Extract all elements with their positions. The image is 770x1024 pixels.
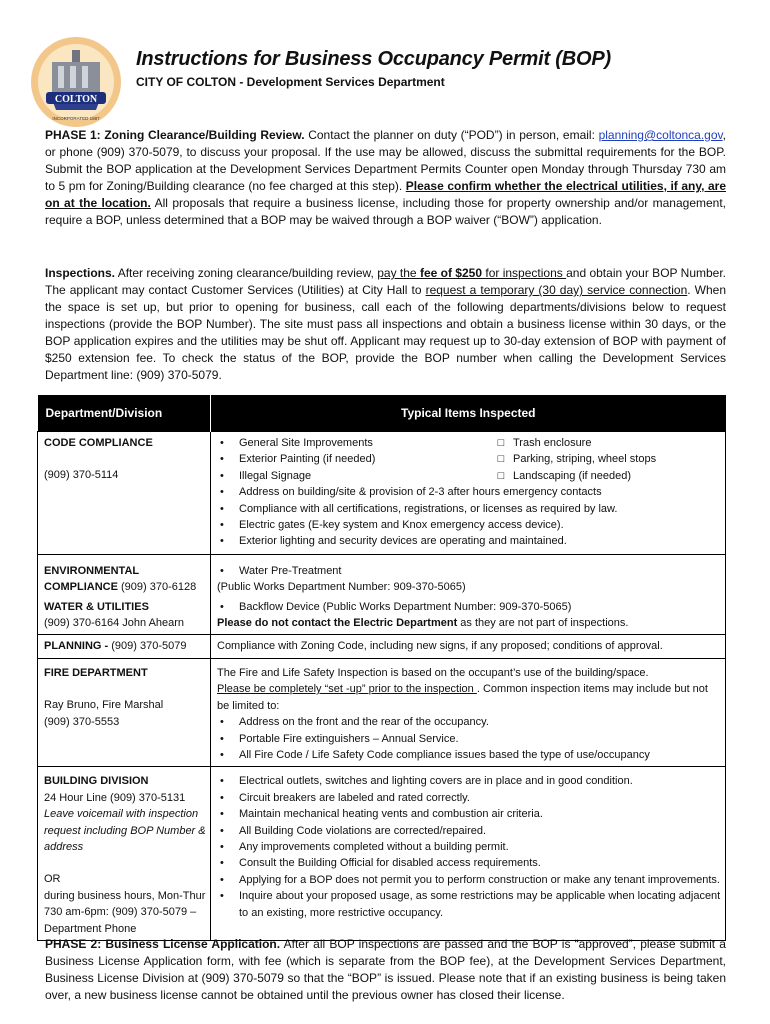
list-item: • Any improvements completed without a building permit.: [217, 839, 721, 855]
dept-phone: (909) 370-5079: [108, 640, 187, 653]
glyph-icon: □: [497, 437, 505, 449]
col-header-items: Typical Items Inspected: [211, 395, 726, 432]
env-note: (Public Works Department Number: 909-370-5065): [217, 581, 466, 594]
row-fire-department: [38, 658, 726, 766]
temp-service-connection: request a temporary (30 day) service connection: [425, 283, 688, 297]
list-item: • Electric gates (E-key system and Knox emergency access device).: [217, 517, 721, 533]
list-item: • Portable Fire extinguishers – Annual Service.: [217, 731, 721, 747]
row-planning: [38, 635, 726, 658]
environmental-items: [211, 554, 726, 598]
list-item: • General Site Improvements □ Trash enclosure: [217, 435, 721, 451]
code-compliance-cell: [38, 432, 211, 555]
phase1-heading: PHASE 1: Zoning Clearance/Building Review.: [45, 128, 305, 142]
page-title: Instructions for Business Occupancy Permit (BOP): [136, 48, 611, 70]
water-utilities-cell: [38, 599, 211, 635]
list-item: • Illegal Signage □ Landscaping (if needed): [217, 468, 721, 484]
row-building-division: [38, 767, 726, 941]
row-environmental: [38, 554, 726, 598]
row-code-compliance: [38, 432, 726, 555]
voicemail-instructions: Leave voicemail with inspection request including BOP Number & address: [44, 808, 206, 853]
list-item: • Circuit breakers are labeled and rated correctly.: [217, 790, 721, 806]
list-item: • Exterior lighting and security devices are operating and maintained.: [217, 533, 721, 549]
fire-intro-2: . Common inspection items may include but not be limited to:: [217, 683, 708, 712]
phase2-heading: PHASE 2: Business License Application.: [45, 937, 281, 951]
fire-intro: The Fire and Life Safety Inspection is based on the occupant’s use of the building/space.: [217, 666, 649, 679]
dept-phone: (909) 370-5114: [44, 469, 119, 482]
code-compliance-items: [211, 432, 726, 555]
list-item: • Compliance with all certifications, registrations, or licenses as required by law.: [217, 501, 721, 517]
glyph-icon: □: [497, 469, 505, 482]
inspections-heading: Inspections.: [45, 266, 116, 280]
business-hours: during business hours, Mon-Thur 730 am-6pm: (909) 370-5079 – Department Phone: [44, 889, 206, 935]
fee-underline-c: for inspections: [482, 266, 567, 280]
inspection-table: [37, 395, 726, 941]
dept-name: BUILDING DIVISION: [44, 775, 149, 788]
fee-underline-a: pay the: [377, 266, 420, 280]
phase2-text: After all BOP inspections are passed and the BOP is “approved”, please submit a Business License Application form, with fee (which is separate from the BOP fee), at the Development Services Department, Business License Division at (909) 370-5079 so that the “BOP” is issued. Please note that if an existing business is being taken over, a new business license cannot be obtained until the previous owner has closed their license.: [45, 937, 726, 1002]
building-division-cell: [38, 767, 211, 941]
list-item: • Address on the front and the rear of the occupancy.: [217, 714, 721, 730]
logo-subtext: INCORPORATED 1887: [52, 116, 100, 121]
inspections-text1: After receiving zoning clearance/building review,: [115, 266, 378, 280]
planning-items: Compliance with Zoning Code, including new signs, if any proposed; conditions of approval.: [211, 635, 726, 658]
logo-text: COLTON: [54, 94, 98, 105]
table-header-row: [38, 395, 726, 432]
inspections-text3: . When the space is set up, but prior to opening for business, call each of the following departments/divisions below to request inspections (provide the BOP Number). The site must pass all inspections and obtain a business license within 30 days, or the BOP application expires and the utilities may be shut off. Applicant may request up to 30-day extension of BOP with payment of $250 extension fee. To check the status of the BOP, provide the BOP number when calling the Development Services Department line: (909) 370-5079.: [45, 283, 727, 382]
dept-name: CODE COMPLIANCE: [44, 437, 153, 449]
inspections-paragraph: [45, 265, 726, 384]
row-water-utilities: [38, 599, 726, 635]
dept-phone: (909) 370-6164 John Ahearn: [44, 617, 185, 630]
list-item: • Address on building/site & provision of 2-3 after hours emergency contacts: [217, 484, 721, 500]
list-item: • Consult the Building Official for disabled access requirements.: [217, 855, 721, 871]
col-header-department: Department/Division: [38, 395, 211, 432]
dept-phone: 24 Hour Line (909) 370-5131: [44, 791, 186, 804]
phase1-paragraph: [45, 127, 726, 229]
list-item: • Backflow Device (Public Works Department Number: 909-370-5065): [217, 599, 721, 615]
city-seal-logo: [30, 36, 122, 128]
list-item: • Maintain mechanical heating vents and combustion air criteria.: [217, 806, 721, 822]
fire-department-cell: [38, 658, 211, 766]
list-item: • Water Pre-Treatment: [217, 563, 721, 579]
inspections-text2: and obtain your BOP Number. The applicant may contact Customer Services (Utilities) at City Hall to: [45, 266, 727, 297]
list-item: • Electrical outlets, switches and lighting covers are in place and in good condition.: [217, 773, 721, 789]
dept-phone: (909) 370-5553: [44, 715, 120, 728]
building-division-items: [211, 767, 726, 941]
fire-department-items: [211, 658, 726, 766]
department-subtitle: CITY OF COLTON - Development Services Department: [136, 75, 445, 89]
list-item: • All Fire Code / Life Safety Code compliance issues based the type of use/occupancy: [217, 747, 721, 763]
glyph-icon: □: [497, 453, 505, 466]
dept-contact: Ray Bruno, Fire Marshal: [44, 699, 164, 712]
water-utilities-items: [211, 599, 726, 635]
dept-name: ENVIRONMENTAL: [44, 564, 140, 577]
email-link[interactable]: planning@coltonca.gov: [598, 128, 723, 142]
list-item: • All Building Code violations are corrected/repaired.: [217, 823, 721, 839]
list-item: • Exterior Painting (if needed) □ Parking, striping, wheel stops: [217, 451, 721, 467]
dept-name: PLANNING -: [44, 640, 109, 653]
list-item: • Applying for a BOP does not permit you to perform construction or make any tenant improvements.: [217, 872, 721, 888]
phase1-text1: Contact the planner on duty (“POD”) in person, email:: [304, 128, 599, 142]
planning-cell: [38, 635, 211, 658]
dept-name: WATER & UTILITIES: [44, 600, 149, 613]
phase2-paragraph: [45, 936, 726, 1004]
environmental-cell: [38, 554, 211, 598]
dept-name-2: COMPLIANCE: [44, 581, 118, 594]
or-label: OR: [44, 873, 61, 886]
phase1-text3: All proposals that require a business license, including those for property ownership and/or management, require a BOP, unless determined that a BOP may be waived through a BOP waiver (“BOW”) application.: [45, 196, 727, 227]
fire-intro-underline: Please be completely “set -up” prior to the inspection: [217, 683, 477, 696]
fee-amount: fee of $250: [419, 266, 483, 280]
phase1-emphasis: Please confirm whether the electrical utilities, if any, are on at the location.: [45, 179, 727, 210]
dept-phone: (909) 370-6128: [117, 581, 197, 594]
dept-name: FIRE DEPARTMENT: [44, 666, 148, 679]
water-note-bold: Please do not contact the Electric Department: [217, 617, 458, 630]
phase1-text2: , or phone (909) 370-5079, to discuss your proposal. If the use may be allowed, discuss the submittal requirements for the BOP. Submit the BOP application at the Development Services Department Permits Counter open Monday through Thursday 730 am to 5 pm for Zoning/Building clearance (no fee charged at this step).: [45, 128, 726, 193]
list-item: • Inquire about your proposed usage, as some restrictions may be applicable when locating adjacent to an existing, more restrictive occupancy.: [217, 888, 721, 921]
water-note-rest: as they are not part of inspections.: [457, 617, 629, 630]
